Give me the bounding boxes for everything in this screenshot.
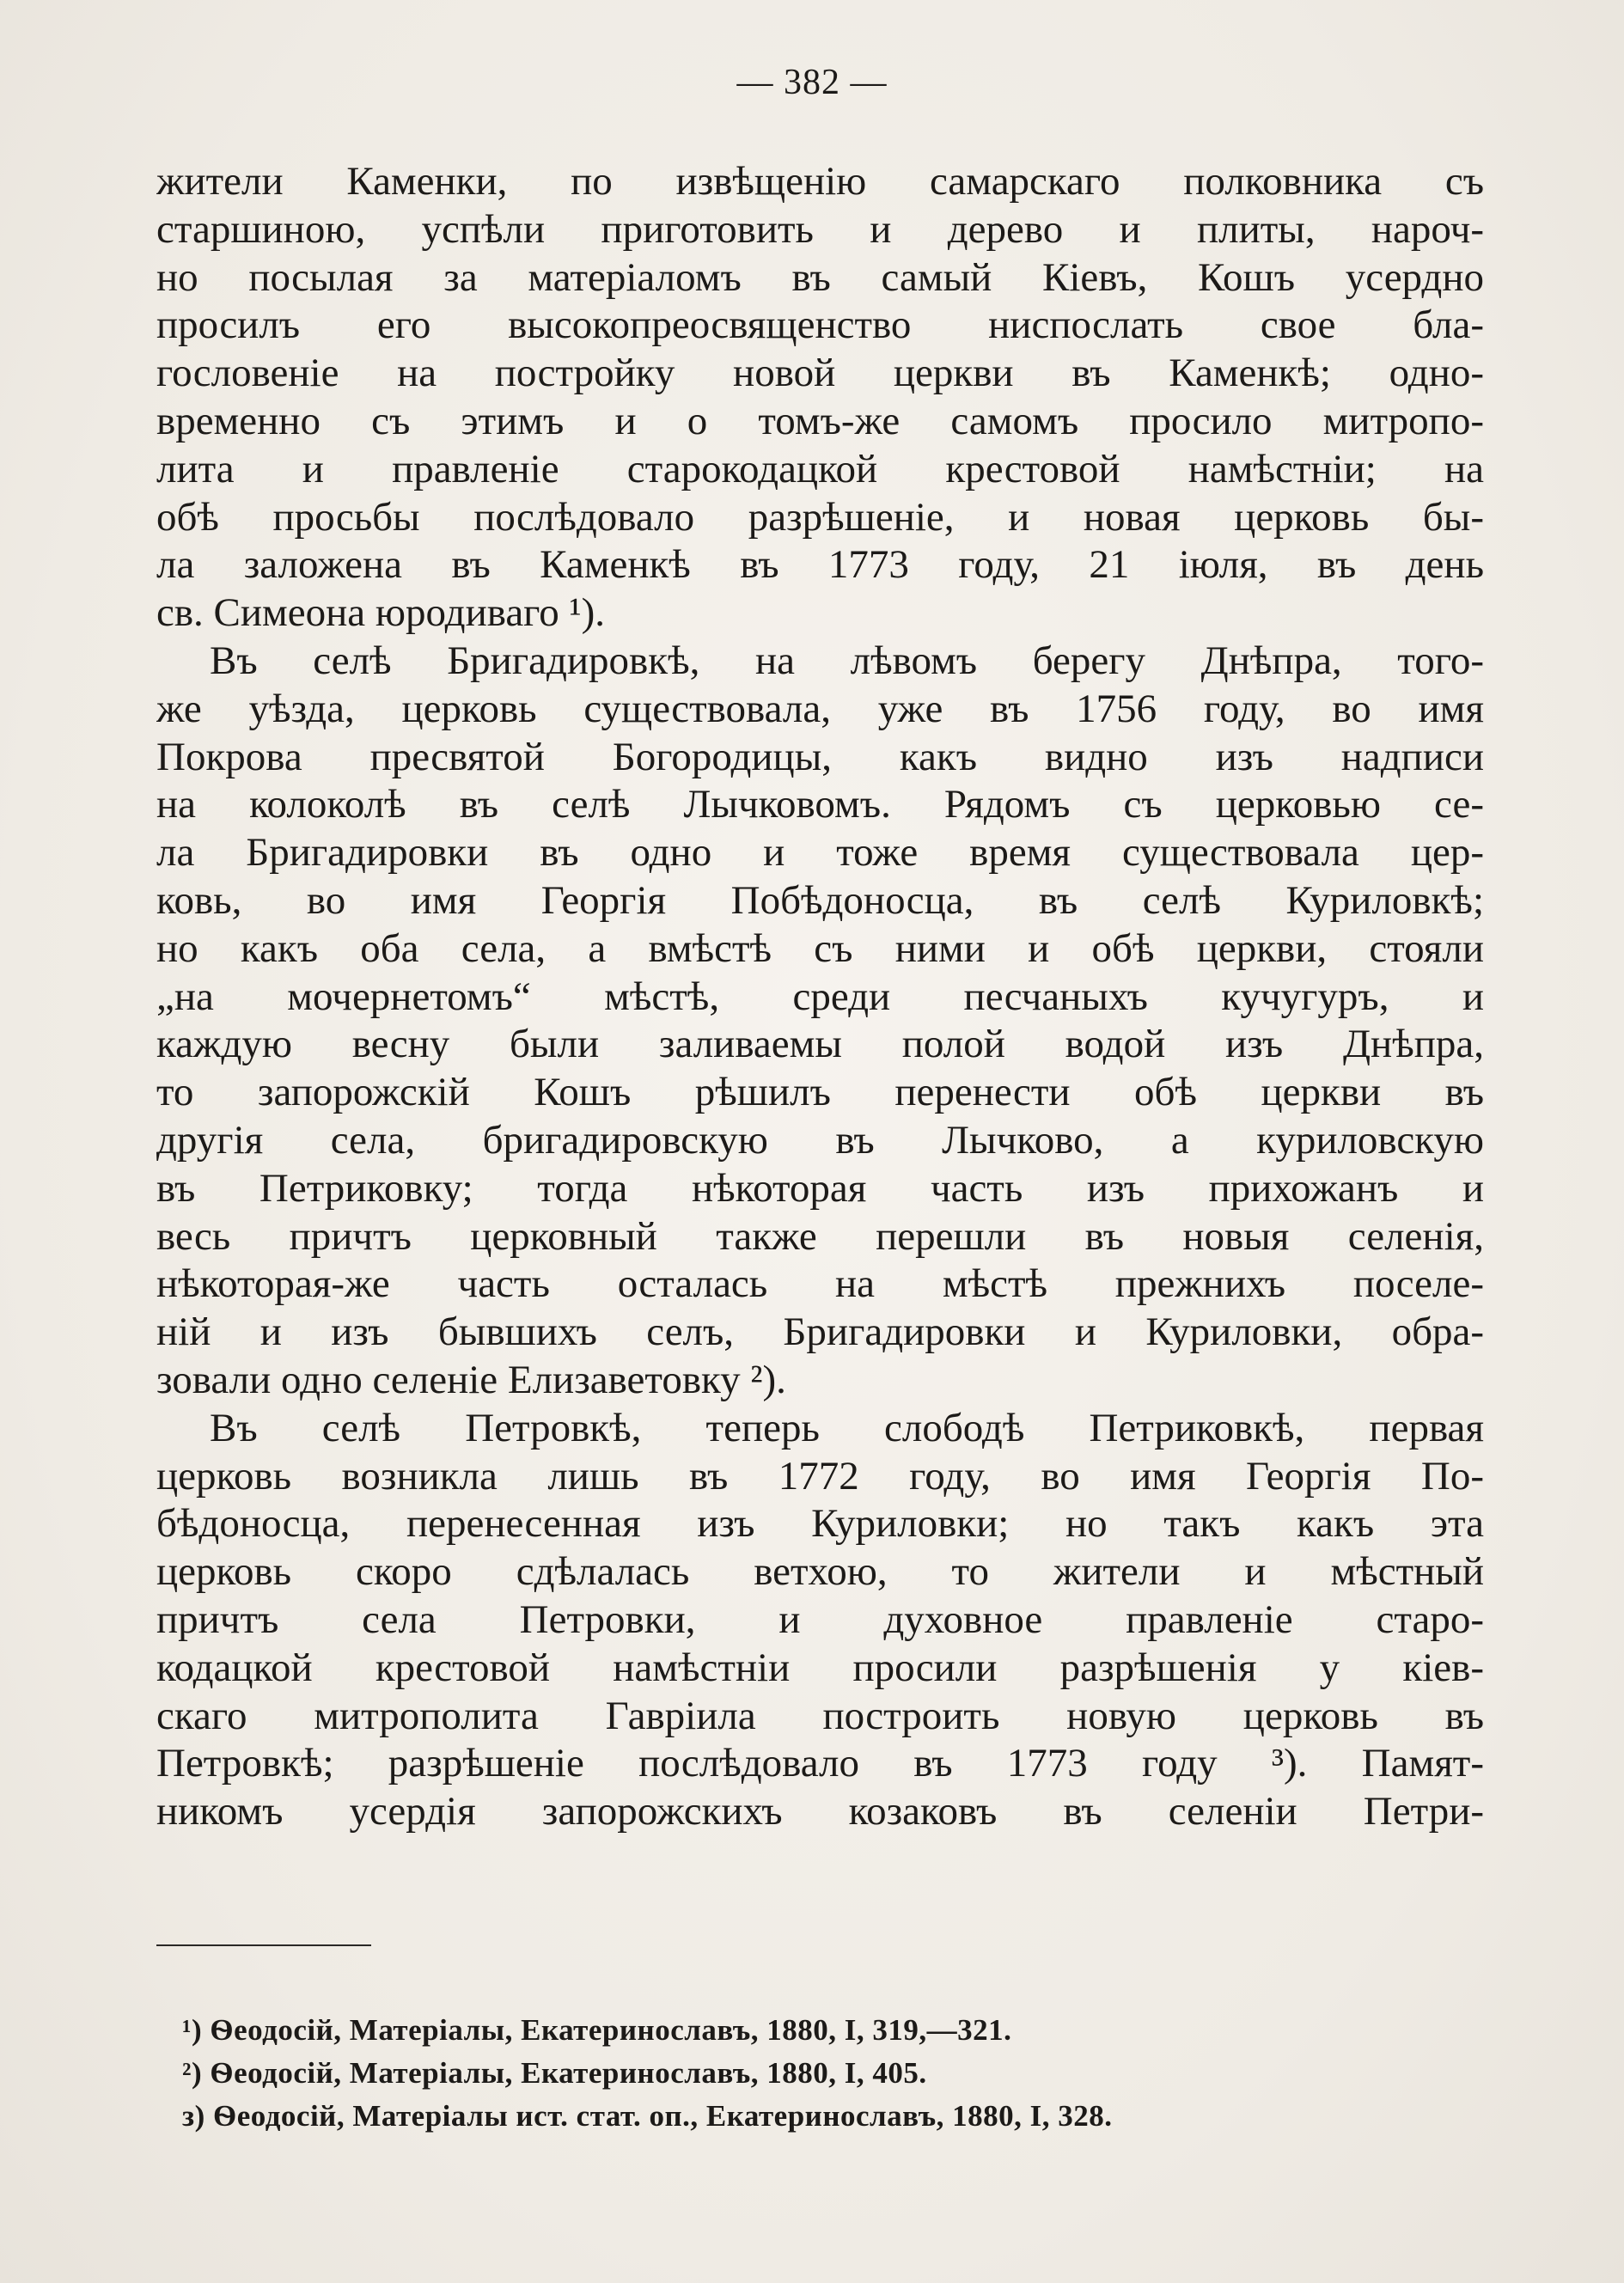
text-line: каждую весну были заливаемы полой водой изъ Днѣпра, (156, 1022, 1484, 1067)
text-line: жители Каменки, по извѣщенію самарскаго полковника съ (156, 159, 1484, 204)
text-line: ній и изъ бывшихъ селъ, Бригадировки и Куриловки, обра- (156, 1309, 1484, 1355)
text-line: на колоколѣ въ селѣ Лычковомъ. Рядомъ съ церковью се- (156, 782, 1484, 827)
text-line: старшиною, успѣли приготовить и дерево и плиты, нароч- (156, 206, 1484, 252)
text-line: ла заложена въ Каменкѣ въ 1773 году, 21 іюля, въ день (156, 542, 1484, 588)
footnote-2: ²) Ѳеодосій, Матеріалы, Екатеринославъ, 1880, I, 405. (182, 2056, 927, 2090)
text-line: бѣдоносца, перенесенная изъ Куриловки; но такъ какъ эта (156, 1501, 1484, 1547)
text-line: нѣкоторая-же часть осталась на мѣстѣ прежнихъ поселе- (156, 1261, 1484, 1307)
paragraph-2 (156, 638, 1484, 1405)
text-line: св. Симеона юродиваго ¹). (156, 590, 606, 636)
footnote-3: з) Ѳеодосій, Матеріалы ист. стат. оп., Екатеринославъ, 1880, I, 328. (182, 2099, 1113, 2133)
text-line: временно съ этимъ и о томъ-же самомъ просило митропо- (156, 398, 1484, 443)
body-text (156, 158, 1484, 1836)
text-line: въ Петриковку; тогда нѣкоторая часть изъ прихожанъ и (156, 1165, 1484, 1211)
paragraph-3 (156, 1405, 1484, 1836)
text-line: просилъ его высокопреосвященство ниспослать свое бла- (156, 302, 1484, 348)
text-line: скаго митрополита Гавріила построить новую церковь въ (156, 1693, 1484, 1738)
text-line: лита и правленіе старокодацкой крестовой намѣстніи; на (156, 446, 1484, 491)
footnote-divider (156, 1944, 371, 1946)
text-line: Покрова пресвятой Богородицы, какъ видно изъ надписи (156, 734, 1484, 779)
text-line: „на мочернетомъ“ мѣстѣ, среди песчаныхъ кучугуръ, и (156, 974, 1484, 1019)
text-line: но какъ оба села, а вмѣстѣ съ ними и обѣ церкви, стояли (156, 925, 1484, 971)
footnote-1: ¹) Ѳеодосій, Матеріалы, Екатеринославъ, 1880, I, 319,—321. (182, 2013, 1012, 2047)
page-number: — 382 — (736, 63, 888, 102)
text-line: другія села, бригадировскую въ Лычково, а куриловскую (156, 1117, 1484, 1163)
footnotes (182, 2009, 1471, 2138)
text-line: обѣ просьбы послѣдовало разрѣшеніе, и новая церковь бы- (156, 494, 1484, 540)
text-line: зовали одно селеніе Елизаветовку ²). (156, 1357, 786, 1402)
text-line: ла Бригадировки въ одно и тоже время существовала цер- (156, 830, 1484, 876)
text-line: то запорожскій Кошъ рѣшилъ перенести обѣ церкви въ (156, 1070, 1484, 1115)
text-line: ковь, во имя Георгія Побѣдоносца, въ селѣ Куриловкѣ; (156, 877, 1484, 923)
text-line: церковь возникла лишь въ 1772 году, во имя Георгія По- (156, 1453, 1484, 1499)
text-line: Петровкѣ; разрѣшеніе послѣдовало въ 1773 году ³). Памят- (156, 1741, 1484, 1786)
text-line: весь причтъ церковный также перешли въ новыя селенія, (156, 1213, 1484, 1259)
text-line: Въ селѣ Петровкѣ, теперь слободѣ Петриковкѣ, первая (210, 1405, 1484, 1450)
text-line: кодацкой крестовой намѣстніи просили разрѣшенія у кіев- (156, 1645, 1484, 1690)
text-line: но посылая за матеріаломъ въ самый Кіевъ, Кошъ усердно (156, 254, 1484, 300)
text-line: Въ селѣ Бригадировкѣ, на лѣвомъ берегу Днѣпра, того- (210, 638, 1484, 683)
text-line: причтъ села Петровки, и духовное правленіе старо- (156, 1596, 1484, 1642)
text-line: же уѣзда, церковь существовала, уже въ 1756 году, во имя (156, 686, 1484, 731)
text-line: церковь скоро сдѣлалась ветхою, то жители и мѣстный (156, 1549, 1484, 1595)
paragraph-1 (156, 158, 1484, 638)
text-line: никомъ усердія запорожскихъ козаковъ въ селеніи Петри- (156, 1789, 1484, 1834)
text-line: гословеніе на постройку новой церкви въ Каменкѣ; одно- (156, 351, 1484, 396)
